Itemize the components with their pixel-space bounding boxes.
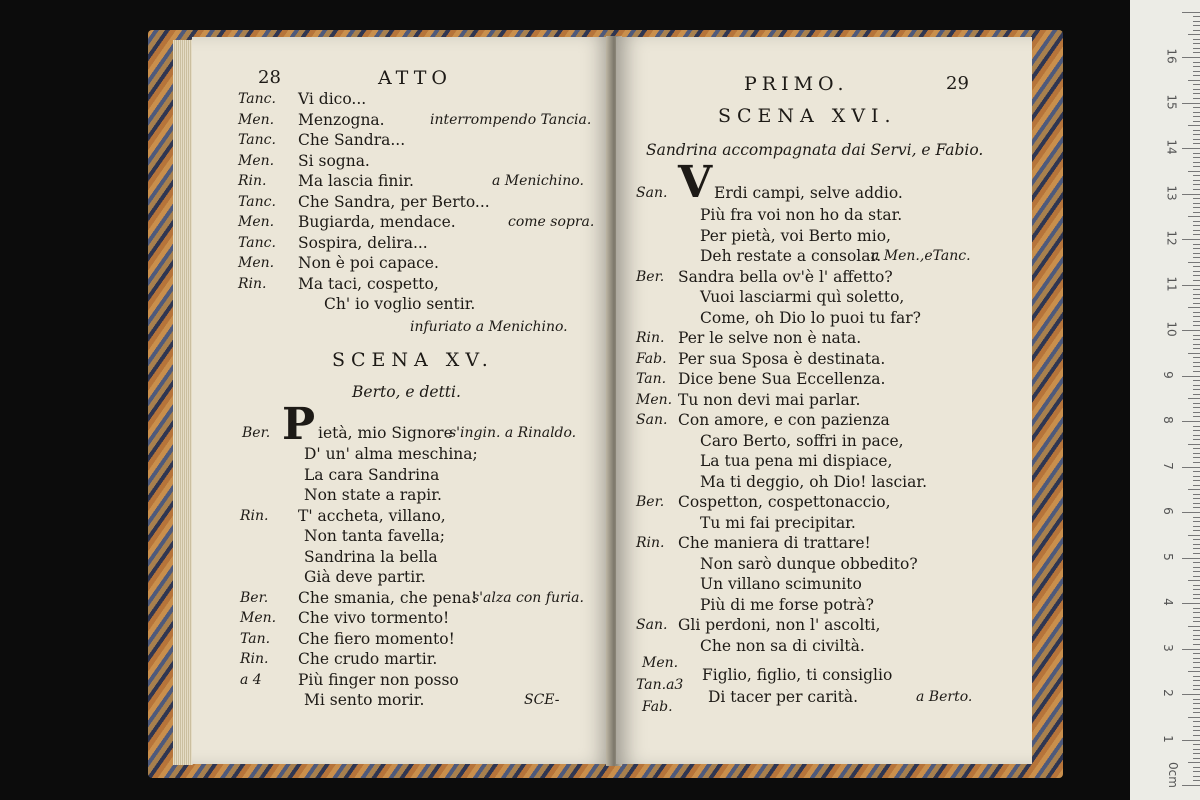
verse-line: Non tanta favella; xyxy=(304,527,445,545)
ruler-tick xyxy=(1188,262,1200,263)
left-page xyxy=(192,37,612,764)
ruler-tick xyxy=(1193,699,1200,700)
ruler-tick xyxy=(1193,662,1200,663)
ruler-tick xyxy=(1193,585,1200,586)
ruler-tick xyxy=(1193,476,1200,477)
verse-line: Che smania, che pena! xyxy=(298,588,478,607)
ruler-tick xyxy=(1193,303,1200,304)
ruler-number: 9 xyxy=(1160,370,1175,379)
ruler-unit: 0cm xyxy=(1165,762,1180,788)
ruler-tick xyxy=(1193,153,1200,154)
speaker-label: Tan. xyxy=(240,630,271,647)
ruler-tick xyxy=(1182,103,1200,104)
ruler-number: 8 xyxy=(1160,416,1175,424)
ruler-tick xyxy=(1193,62,1200,63)
verse-line: Più di me forse potrà? xyxy=(700,595,874,614)
ruler-tick xyxy=(1193,316,1200,317)
ruler-tick xyxy=(1193,644,1200,645)
ruler-tick xyxy=(1193,576,1200,577)
ruler-tick xyxy=(1188,580,1200,581)
speaker-label: Men. xyxy=(636,391,673,408)
ruler-tick xyxy=(1193,348,1200,349)
ruler-tick xyxy=(1193,84,1200,85)
verse-line: Che Sandra, per Berto... xyxy=(298,192,490,211)
verse-line: Ma ti deggio, oh Dio! lasciar. xyxy=(700,472,928,491)
ruler-tick xyxy=(1193,612,1200,613)
speaker-label: Ber. xyxy=(636,268,665,285)
verse-line: Tu non devi mai parlar. xyxy=(678,390,861,409)
ruler-tick xyxy=(1193,207,1200,208)
ruler-number: 16 xyxy=(1164,48,1179,64)
verse-line: ietà, mio Signore xyxy=(318,424,453,442)
ruler-tick xyxy=(1193,180,1200,181)
ruler-tick xyxy=(1193,617,1200,618)
scene-title-left: SCENA XV. xyxy=(332,349,494,371)
ruler-tick xyxy=(1193,266,1200,267)
ruler-tick xyxy=(1193,385,1200,386)
page-edges xyxy=(173,40,193,765)
verse-line: Che vivo tormento! xyxy=(298,609,450,627)
stage-direction: s'ingin. a Rinaldo. xyxy=(449,425,577,441)
ruler-tick xyxy=(1193,412,1200,413)
running-head-left: ATTO xyxy=(378,67,452,89)
ruler-tick xyxy=(1182,467,1200,468)
verse-line: Sandra bella ov'è l' affetto? xyxy=(678,267,893,286)
speaker-label: San. xyxy=(636,185,668,201)
ruler-number: 5 xyxy=(1160,552,1175,561)
ruler-number: 2 xyxy=(1160,689,1175,697)
verse-line: Sandrina la bella xyxy=(304,547,438,566)
ruler-tick xyxy=(1193,608,1200,609)
verse-line: Tu mi fai precipitar. xyxy=(700,513,856,532)
ruler-tick xyxy=(1193,166,1200,167)
ruler-tick xyxy=(1182,148,1200,149)
ruler-tick xyxy=(1193,416,1200,417)
verse-line: Ch' io voglio sentir. xyxy=(324,295,476,313)
speaker-label: Rin. xyxy=(238,275,267,292)
ruler-tick xyxy=(1193,480,1200,481)
ruler-tick xyxy=(1193,562,1200,563)
ruler-tick xyxy=(1193,721,1200,722)
verse-line: Dice bene Sua Eccellenza. xyxy=(678,370,886,388)
ruler-tick xyxy=(1193,39,1200,40)
ruler-tick xyxy=(1193,776,1200,777)
ruler-tick xyxy=(1193,689,1200,690)
ruler-tick xyxy=(1193,143,1200,144)
speaker-label: Tanc. xyxy=(238,193,276,210)
ruler-tick xyxy=(1193,749,1200,750)
ruler-number: 11 xyxy=(1164,275,1179,292)
ruler-tick xyxy=(1193,248,1200,249)
ruler-number: 14 xyxy=(1164,139,1179,155)
ruler-tick xyxy=(1193,758,1200,759)
verse-line: Cospetton, cospettonaccio, xyxy=(678,493,891,511)
ruler-tick xyxy=(1193,357,1200,358)
ruler-number: 6 xyxy=(1160,507,1175,515)
ruler-tick xyxy=(1182,694,1200,695)
ruler-number: 7 xyxy=(1160,461,1175,470)
ruler-tick xyxy=(1193,676,1200,677)
ruler-tick xyxy=(1193,667,1200,668)
ruler-tick xyxy=(1193,130,1200,131)
right-page xyxy=(616,37,1032,764)
stage-direction: a Men.,eTanc. xyxy=(871,248,971,264)
ruler-tick xyxy=(1182,512,1200,513)
ruler-tick xyxy=(1193,275,1200,276)
ruler-tick xyxy=(1193,735,1200,736)
ruler-tick xyxy=(1193,744,1200,745)
stage-direction: a Berto. xyxy=(916,689,973,705)
ruler-tick xyxy=(1193,48,1200,49)
ruler-tick xyxy=(1193,712,1200,713)
ruler-tick xyxy=(1182,649,1200,650)
scene-subtitle-right: Sandrina accompagnata dai Servi, e Fabio. xyxy=(646,141,984,159)
ruler-tick xyxy=(1193,708,1200,709)
verse-line: Che maniera di trattare! xyxy=(678,534,871,552)
ruler-number: 10 xyxy=(1164,321,1179,337)
verse-line: Per pietà, voi Berto mio, xyxy=(700,226,891,245)
ruler-tick xyxy=(1193,457,1200,458)
ruler-tick xyxy=(1193,630,1200,631)
scene-subtitle-left: Berto, e detti. xyxy=(352,383,461,401)
ruler-tick xyxy=(1182,785,1200,786)
ruler-tick xyxy=(1193,553,1200,554)
verse-line: Per sua Sposa è destinata. xyxy=(678,349,886,368)
ruler-tick xyxy=(1193,244,1200,245)
ruler-tick xyxy=(1193,371,1200,372)
ruler-tick xyxy=(1188,444,1200,445)
ruler-tick xyxy=(1193,448,1200,449)
ruler-tick xyxy=(1193,703,1200,704)
ruler-tick xyxy=(1193,621,1200,622)
drop-cap-left: P xyxy=(282,399,316,450)
ruler-tick xyxy=(1193,517,1200,518)
speaker-label: Fab. xyxy=(636,350,667,367)
ruler-tick xyxy=(1193,394,1200,395)
ruler-tick xyxy=(1193,321,1200,322)
verse-line: Caro Berto, soffri in pace, xyxy=(700,431,904,450)
ruler-tick xyxy=(1193,653,1200,654)
ruler-tick xyxy=(1188,489,1200,490)
page-number-right: 29 xyxy=(946,73,969,94)
ruler-tick xyxy=(1193,162,1200,163)
verse-line: Deh restate a consolar. xyxy=(700,247,882,265)
verse-line: Come, oh Dio lo puoi tu far? xyxy=(700,308,921,327)
ruler-tick xyxy=(1193,539,1200,540)
ruler-tick xyxy=(1193,93,1200,94)
page-number-left: 28 xyxy=(258,67,281,88)
verse-line: Con amore, e con pazienza xyxy=(678,411,890,429)
ruler-tick xyxy=(1193,426,1200,427)
verse-line: Più finger non posso xyxy=(298,670,459,689)
speaker-label: Tan. xyxy=(636,371,667,387)
verse-line: Già deve partir. xyxy=(304,568,426,586)
speaker-label: Rin. xyxy=(240,651,269,667)
ruler-tick xyxy=(1193,335,1200,336)
ruler-tick xyxy=(1193,753,1200,754)
stage-direction: a Menichino. xyxy=(492,173,584,189)
ruler-tick xyxy=(1193,107,1200,108)
ruler-tick xyxy=(1193,503,1200,504)
verse-line: La tua pena mi dispiace, xyxy=(700,452,893,470)
stage-direction: come sopra. xyxy=(508,214,595,230)
ruler-tick xyxy=(1182,239,1200,240)
ruler-tick xyxy=(1193,52,1200,53)
ruler-tick xyxy=(1188,762,1200,763)
verse-line: Si sogna. xyxy=(298,151,370,170)
drop-cap-right: V xyxy=(678,157,713,208)
ruler-tick xyxy=(1193,89,1200,90)
ruler-number: 13 xyxy=(1164,184,1179,201)
verse-line: Per le selve non è nata. xyxy=(678,329,862,347)
ruler-tick xyxy=(1193,780,1200,781)
ruler-tick xyxy=(1193,635,1200,636)
ruler-tick xyxy=(1193,453,1200,454)
ruler-tick xyxy=(1188,307,1200,308)
verse-line: T' accheta, villano, xyxy=(298,506,446,525)
ruler-tick xyxy=(1193,685,1200,686)
ruler-tick xyxy=(1193,544,1200,545)
ruler-tick xyxy=(1193,16,1200,17)
verse-line: Di tacer per carità. xyxy=(708,688,859,706)
verse-line: Che non sa di civiltà. xyxy=(700,636,865,655)
ruler-tick xyxy=(1193,234,1200,235)
ruler-tick xyxy=(1188,535,1200,536)
verse-line: Vi dico... xyxy=(298,90,367,108)
verse-line: Figlio, figlio, ti consiglio xyxy=(702,666,893,684)
ruler-tick xyxy=(1182,330,1200,331)
ruler-tick xyxy=(1193,771,1200,772)
ruler-tick xyxy=(1193,362,1200,363)
ruler-tick xyxy=(1193,212,1200,213)
verse-line: Bugiarda, mendace. xyxy=(298,213,456,231)
ruler-tick xyxy=(1193,658,1200,659)
verse-line: Ma lascia finir. xyxy=(298,172,414,190)
ruler-tick xyxy=(1193,589,1200,590)
ruler-tick xyxy=(1188,34,1200,35)
ruler-tick xyxy=(1193,134,1200,135)
ruler-tick xyxy=(1193,680,1200,681)
ruler-tick xyxy=(1182,558,1200,559)
ruler-tick xyxy=(1193,116,1200,117)
verse-line: Ma taci, cospetto, xyxy=(298,274,439,293)
ruler-tick xyxy=(1182,285,1200,286)
ruler-tick xyxy=(1193,312,1200,313)
verse-line: Più fra voi non ho da star. xyxy=(700,206,903,224)
ruler-number: 12 xyxy=(1164,230,1179,246)
ruler-tick xyxy=(1193,257,1200,258)
speaker-label: Ber. xyxy=(636,494,665,510)
speaker-label: Rin. xyxy=(240,507,269,524)
ruler-tick xyxy=(1193,344,1200,345)
ruler-tick xyxy=(1193,253,1200,254)
ruler-tick xyxy=(1182,194,1200,195)
speaker-label: Men. xyxy=(642,655,679,671)
measuring-ruler xyxy=(1130,0,1200,800)
verse-line: D' un' alma meschina; xyxy=(304,445,478,463)
ruler-tick xyxy=(1193,730,1200,731)
speaker-label: San. xyxy=(636,617,668,633)
ruler-tick xyxy=(1193,203,1200,204)
ruler-tick xyxy=(1188,398,1200,399)
ruler-tick xyxy=(1188,80,1200,81)
ruler-tick xyxy=(1193,598,1200,599)
ruler-tick xyxy=(1188,671,1200,672)
speaker-label: Tanc. xyxy=(238,132,276,148)
ruler-tick xyxy=(1188,353,1200,354)
ruler-tick xyxy=(1193,121,1200,122)
ruler-tick xyxy=(1193,485,1200,486)
ruler-tick xyxy=(1193,339,1200,340)
speaker-label: Tanc. xyxy=(238,91,276,107)
verse-line: Un villano scimunito xyxy=(700,575,862,593)
ruler-tick xyxy=(1193,366,1200,367)
speaker-label: Ber. xyxy=(240,589,269,606)
speaker-label: Men. xyxy=(240,610,277,626)
speaker-label: Men. xyxy=(238,214,275,230)
ruler-tick xyxy=(1193,298,1200,299)
ruler-tick xyxy=(1193,66,1200,67)
speaker-label: Men. xyxy=(238,255,275,271)
speaker-label: Rin. xyxy=(636,330,665,346)
ruler-tick xyxy=(1193,198,1200,199)
ruler-tick xyxy=(1182,740,1200,741)
ruler-tick xyxy=(1193,98,1200,99)
ruler-tick xyxy=(1193,726,1200,727)
ruler-tick xyxy=(1193,435,1200,436)
ruler-tick xyxy=(1188,717,1200,718)
ruler-tick xyxy=(1193,471,1200,472)
ruler-tick xyxy=(1193,43,1200,44)
verse-line: Che Sandra... xyxy=(298,131,406,149)
speaker-label: Men. xyxy=(238,152,275,169)
speaker-label: San. xyxy=(636,412,668,428)
ruler-tick xyxy=(1193,380,1200,381)
ruler-tick xyxy=(1193,175,1200,176)
verse-line: Mi sento morir. xyxy=(304,691,425,709)
stage-direction: infuriato a Menichino. xyxy=(410,319,568,335)
ruler-tick xyxy=(1182,376,1200,377)
ruler-tick xyxy=(1193,139,1200,140)
ruler-tick xyxy=(1193,548,1200,549)
verse-line: La cara Sandrina xyxy=(304,465,440,484)
verse-line: Gli perdoni, non l' ascolti, xyxy=(678,616,881,634)
speaker-label: Tan.a3 xyxy=(636,677,684,693)
ruler-tick xyxy=(1182,12,1200,13)
ruler-number: 15 xyxy=(1164,93,1179,110)
verse-line: Sospira, delira... xyxy=(298,233,428,252)
verse-line: Che fiero momento! xyxy=(298,629,455,648)
ruler-tick xyxy=(1193,30,1200,31)
ruler-tick xyxy=(1193,767,1200,768)
ruler-tick xyxy=(1193,289,1200,290)
ruler-tick xyxy=(1193,430,1200,431)
ruler-tick xyxy=(1188,216,1200,217)
ruler-tick xyxy=(1193,521,1200,522)
ruler-tick xyxy=(1193,639,1200,640)
ruler-tick xyxy=(1193,230,1200,231)
ruler-tick xyxy=(1193,271,1200,272)
ruler-tick xyxy=(1193,225,1200,226)
running-head-right: PRIMO. xyxy=(744,73,849,95)
ruler-tick xyxy=(1193,594,1200,595)
verse-line: Non state a rapir. xyxy=(304,486,442,504)
ruler-tick xyxy=(1193,403,1200,404)
ruler-tick xyxy=(1193,75,1200,76)
ruler-tick xyxy=(1193,526,1200,527)
stage-direction: s'alza con furia. xyxy=(472,589,584,606)
ruler-tick xyxy=(1193,71,1200,72)
ruler-tick xyxy=(1193,439,1200,440)
verse-line: Erdi campi, selve addio. xyxy=(714,184,903,202)
verse-line: Non sarò dunque obbedito? xyxy=(700,554,918,573)
verse-line: Non è poi capace. xyxy=(298,254,439,272)
ruler-tick xyxy=(1193,294,1200,295)
ruler-tick xyxy=(1193,25,1200,26)
speaker-label: a 4 xyxy=(240,671,262,688)
speaker-label: Rin. xyxy=(636,535,665,551)
ruler-tick xyxy=(1193,407,1200,408)
ruler-tick xyxy=(1193,462,1200,463)
ruler-tick xyxy=(1193,221,1200,222)
ruler-tick xyxy=(1193,184,1200,185)
ruler-tick xyxy=(1193,157,1200,158)
stage-direction: interrompendo Tancia. xyxy=(430,111,592,128)
ruler-tick xyxy=(1182,57,1200,58)
ruler-tick xyxy=(1193,498,1200,499)
speaker-label: Men. xyxy=(238,111,275,128)
ruler-tick xyxy=(1188,626,1200,627)
speaker-label: Fab. xyxy=(642,699,673,715)
verse-line: Menzogna. xyxy=(298,110,385,129)
speaker-label: Ber. xyxy=(242,425,271,441)
ruler-tick xyxy=(1193,567,1200,568)
ruler-tick xyxy=(1193,389,1200,390)
ruler-tick xyxy=(1182,603,1200,604)
ruler-tick xyxy=(1188,171,1200,172)
ruler-tick xyxy=(1193,571,1200,572)
ruler-tick xyxy=(1193,112,1200,113)
ruler-number: 3 xyxy=(1160,643,1175,652)
ruler-tick xyxy=(1193,325,1200,326)
ruler-tick xyxy=(1193,494,1200,495)
ruler-tick xyxy=(1182,421,1200,422)
verse-line: Che crudo martir. xyxy=(298,650,438,668)
stage-direction: SCE- xyxy=(524,692,560,708)
ruler-number: 4 xyxy=(1160,598,1175,606)
ruler-tick xyxy=(1193,530,1200,531)
verse-line: Vuoi lasciarmi quì soletto, xyxy=(700,288,905,306)
ruler-tick xyxy=(1193,507,1200,508)
speaker-label: Tanc. xyxy=(238,234,276,251)
ruler-tick xyxy=(1193,280,1200,281)
ruler-tick xyxy=(1193,189,1200,190)
ruler-tick xyxy=(1193,21,1200,22)
ruler-number: 1 xyxy=(1160,734,1175,743)
ruler-tick xyxy=(1188,125,1200,126)
scene-title-right: SCENA XVI. xyxy=(718,105,897,127)
speaker-label: Rin. xyxy=(238,173,267,189)
